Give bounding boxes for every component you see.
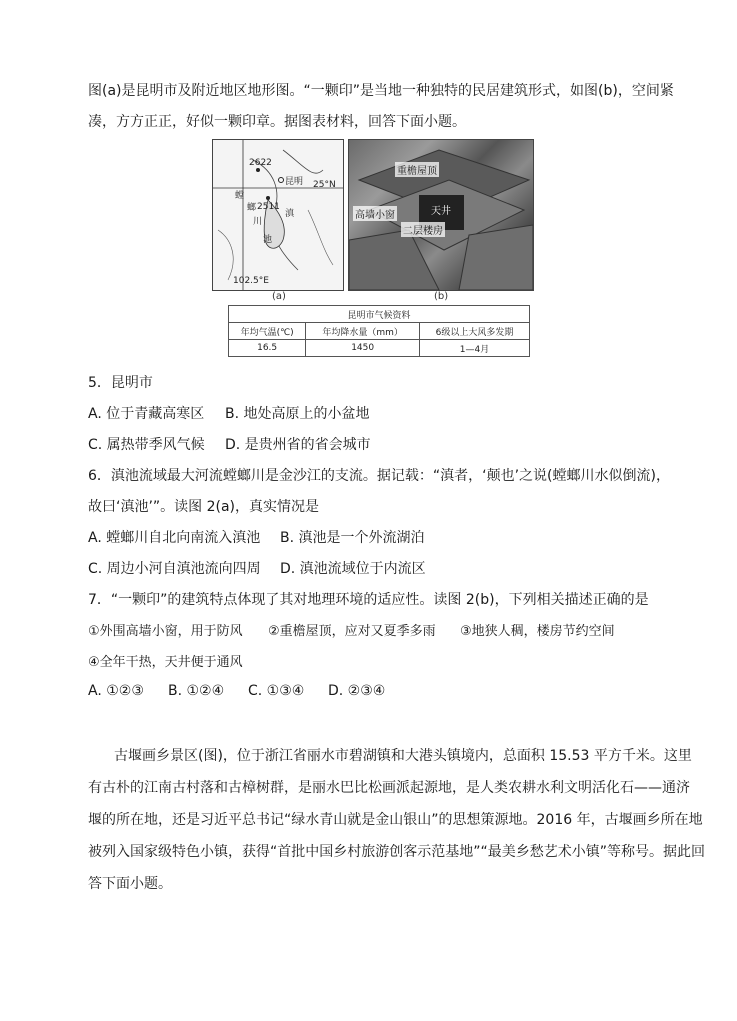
q7-statement-1: ①外围高墙小窗，用于防风 [88, 624, 243, 639]
intro1-line2: 凑，方方正正，好似一颗印章。据图表材料，回答下面小题。 [88, 114, 466, 130]
peak-marker-2 [266, 196, 270, 200]
q6-option-c: C. 周边小河自滇池流向四周 [88, 561, 261, 577]
climate-value-temp: 16.5 [229, 340, 306, 357]
q7-statement-2: ②重檐屋顶，应对又夏季多雨 [268, 624, 436, 639]
climate-table [228, 305, 530, 357]
intro2-line3: 堰的所在地，还是习近平总书记“绿水青山就是金山银山”的思想策源地。2016 年，古堰画乡所在地 [88, 812, 703, 828]
q5-option-b: B. 地处高原上的小盆地 [225, 406, 370, 422]
q6-stem-1: 6．滇池流域最大河流螳螂川是金沙江的支流。据记载：“滇者，‘颠也’之说(螳螂川水似倒流)， [88, 468, 670, 484]
figure-group [212, 139, 532, 359]
photo-label-floors: 二层楼房 [401, 222, 445, 237]
map-city: 昆明 [285, 177, 304, 187]
map-elev1: 2622 [249, 158, 272, 168]
q5-option-c: C. 属热带季风气候 [88, 437, 205, 453]
climate-value-precip: 1450 [306, 340, 420, 357]
q6-stem-2: 故曰‘滇池’”。读图 2(a)，真实情况是 [88, 499, 320, 515]
q7-option-b: B. ①②④ [168, 683, 225, 699]
q5-option-d: D. 是贵州省的省会城市 [225, 437, 371, 453]
q6-option-b: B. 滇池是一个外流湖泊 [280, 530, 425, 546]
climate-table-title: 昆明市气候资料 [229, 306, 530, 323]
map-lake-name: 滇 [285, 209, 295, 219]
map-elev2: 2511 [257, 202, 280, 212]
map-lake-char-2: 螂 [247, 203, 257, 213]
intro2-line1: 古堰画乡景区(图)，位于浙江省丽水市碧湖镇和大港头镇境内，总面积 15.53 平方千米。这里 [114, 748, 692, 764]
photo-label-courtyard: 天井 [431, 206, 451, 217]
building-photo [348, 139, 534, 291]
city-marker [279, 178, 284, 183]
q5-option-a: A. 位于青藏高寒区 [88, 406, 205, 422]
q7-statement-4: ④全年干热，天井便于通风 [88, 655, 243, 670]
climate-header-precip: 年均降水量（mm） [306, 323, 420, 340]
climate-header-temp: 年均气温(℃) [229, 323, 306, 340]
map-lon: 102.5°E [233, 276, 269, 286]
photo-label-wall: 高墙小窗 [353, 206, 397, 221]
intro2-line5: 答下面小题。 [88, 876, 172, 892]
photo-label-roof: 重檐屋顶 [395, 162, 439, 177]
terrain-map [212, 139, 344, 291]
map-lat: 25°N [313, 180, 336, 190]
caption-a: (a) [272, 291, 286, 302]
map-lake-char-3: 川 [253, 217, 263, 227]
intro2-line2: 有古朴的江南古村落和古樟树群，是丽水巴比松画派起源地，是人类农耕水利文明活化石——通济 [88, 780, 690, 796]
q6-option-a: A. 螳螂川自北向南流入滇池 [88, 530, 261, 546]
q5-stem: 5．昆明市 [88, 375, 153, 391]
peak-marker-1 [256, 168, 260, 172]
q6-option-d: D. 滇池流域位于内流区 [280, 561, 426, 577]
terrain-map-drawing [213, 140, 343, 290]
q7-stem: 7．“一颗印”的建筑特点体现了其对地理环境的适应性。读图 2(b)，下列相关描述正确的是 [88, 592, 649, 608]
q7-option-a: A. ①②③ [88, 683, 144, 699]
q7-option-c: C. ①③④ [248, 683, 305, 699]
intro1-line1: 图(a)是昆明市及附近地区地形图。“一颗印”是当地一种独特的民居建筑形式，如图(b)，空间紧 [88, 83, 674, 99]
map-lake-name2: 池 [263, 235, 273, 245]
map-lake-char-1: 螳 [235, 191, 245, 201]
q7-option-d: D. ②③④ [328, 683, 386, 699]
climate-header-wind: 6级以上大风多发期 [420, 323, 530, 340]
intro2-line4: 被列入国家级特色小镇，获得“首批中国乡村旅游创客示范基地”“最美乡愁艺术小镇”等称号。据此回 [88, 844, 706, 860]
caption-b: (b) [434, 291, 449, 302]
q7-statement-3: ③地狭人稠，楼房节约空间 [460, 624, 615, 639]
climate-value-wind: 1—4月 [420, 340, 530, 357]
